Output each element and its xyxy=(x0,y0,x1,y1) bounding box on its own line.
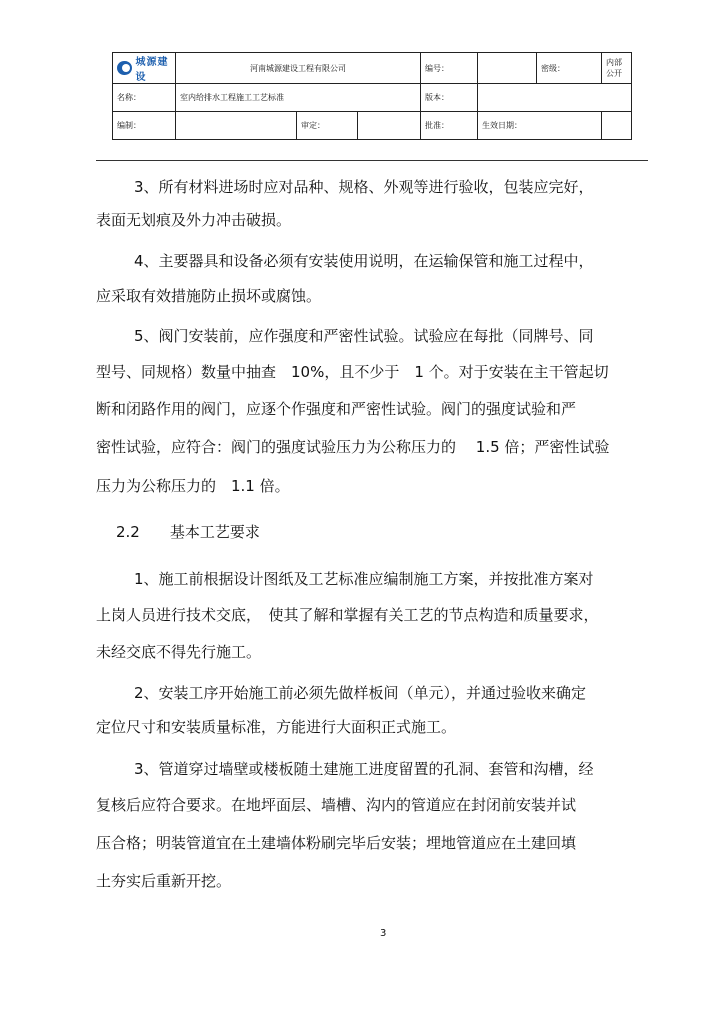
company-name: 河南城源建设工程有限公司 xyxy=(176,53,421,84)
review-label: 审定： xyxy=(297,112,358,140)
body-line: 应采取有效措施防止损坏或腐蚀。 xyxy=(96,287,322,305)
body-line: 定位尺寸和安装质量标准，方能进行大面积正式施工。 xyxy=(96,718,457,736)
number-label: 编号： xyxy=(421,53,478,84)
body-line: 2、安装工序开始施工前必须先做样板间（单元），并通过验收来确定 xyxy=(134,684,587,702)
body-line: 上岗人员进行技术交底， 使其了解和掌握有关工艺的节点构造和质量要求， xyxy=(96,606,599,624)
header-divider xyxy=(96,160,648,161)
author-label: 编制： xyxy=(113,112,176,140)
section-heading: 2.2 基本工艺要求 xyxy=(116,523,260,541)
body-line: 1、施工前根据设计图纸及工艺标准应编制施工方案，并按批准方案对 xyxy=(134,570,594,588)
body-line: 型号、同规格）数量中抽查 10%，且不少于 1 个。对于安装在主干管起切 xyxy=(96,363,609,381)
body-line: 压合格；明装管道宜在土建墙体粉刷完毕后安装；埋地管道应在土建回填 xyxy=(96,834,577,852)
name-value: 室内给排水工程施工工艺标准 xyxy=(176,84,421,112)
secret-value: 内部公开 xyxy=(602,53,632,84)
body-line: 密性试验，应符合：阀门的强度试验压力为公称压力的 1.5 倍；严密性试验 xyxy=(96,438,610,456)
secret-label: 密级： xyxy=(537,53,602,84)
body-line: 3、所有材料进场时应对品种、规格、外观等进行验收，包装应完好， xyxy=(134,178,594,196)
body-line: 复核后应符合要求。在地坪面层、墙槽、沟内的管道应在封闭前安装并试 xyxy=(96,796,577,814)
name-label: 名称： xyxy=(113,84,176,112)
version-label: 版本： xyxy=(421,84,478,112)
author-value xyxy=(176,112,297,140)
page-number: 3 xyxy=(380,928,387,939)
approve-label: 批准： xyxy=(421,112,478,140)
company-logo xyxy=(117,53,171,83)
review-value xyxy=(358,112,421,140)
effective-label: 生效日期： xyxy=(478,112,602,140)
logo-icon xyxy=(117,61,132,75)
body-line: 5、阀门安装前，应作强度和严密性试验。试验应在每批（同牌号、同 xyxy=(134,327,594,345)
document-header-table xyxy=(112,52,632,140)
body-line: 4、主要器具和设备必须有安装使用说明，在运输保管和施工过程中， xyxy=(134,252,594,270)
body-line: 未经交底不得先行施工。 xyxy=(96,643,262,661)
body-line: 断和闭路作用的阀门，应逐个作强度和严密性试验。阀门的强度试验和严 xyxy=(96,400,577,418)
version-value xyxy=(478,84,632,112)
body-line: 土夯实后重新开挖。 xyxy=(96,872,232,890)
effective-value xyxy=(602,112,632,140)
number-value xyxy=(478,53,537,84)
body-line: 3、管道穿过墙壁或楼板随土建施工进度留置的孔洞、套管和沟槽，经 xyxy=(134,760,594,778)
body-line: 表面无划痕及外力冲击破损。 xyxy=(96,211,292,229)
body-line: 压力为公称压力的 1.1 倍。 xyxy=(96,477,290,495)
logo-text: 城源建设 xyxy=(135,57,169,83)
